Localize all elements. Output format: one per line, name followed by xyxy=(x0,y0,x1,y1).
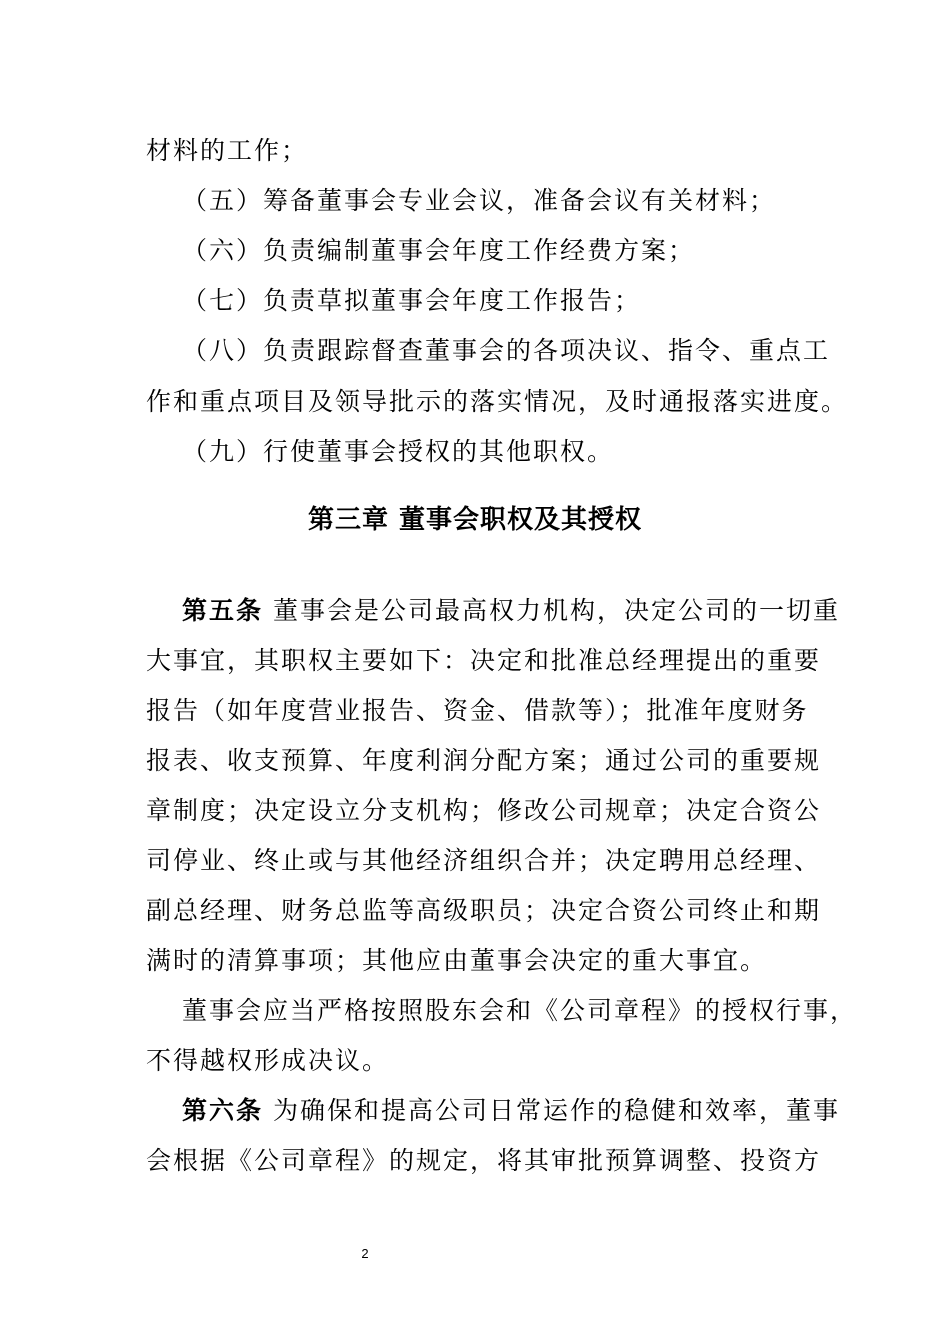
article-5-line: 满时的清算事项；其他应由董事会决定的重大事宜。 xyxy=(146,946,768,975)
article-5-line: 司停业、终止或与其他经济组织合并；决定聘用总经理、 xyxy=(146,846,822,875)
list-item-6: （六）负责编制董事会年度工作经费方案； xyxy=(182,236,696,265)
article-5-first-line xyxy=(182,594,862,628)
article-6-label: 第六条 xyxy=(182,1096,264,1125)
article-5-line: 大事宜，其职权主要如下：决定和批准总经理提出的重要 xyxy=(146,646,822,675)
article-5-line: 报表、收支预算、年度利润分配方案；通过公司的重要规 xyxy=(146,746,822,775)
board-paragraph-line: 董事会应当严格按照股东会和《公司章程》的授权行事， xyxy=(182,996,858,1025)
list-item-7: （七）负责草拟董事会年度工作报告； xyxy=(182,286,642,315)
article-6-line: 会根据《公司章程》的规定，将其审批预算调整、投资方 xyxy=(146,1146,822,1175)
article-5-line: 章制度；决定设立分支机构；修改公司规章；决定合资公 xyxy=(146,796,822,825)
article-5-label: 第五条 xyxy=(182,596,264,625)
list-item-9: （九）行使董事会授权的其他职权。 xyxy=(182,437,615,466)
article-6-first-line xyxy=(182,1094,862,1128)
text-line: 材料的工作； xyxy=(146,136,309,165)
list-item-8: （八）负责跟踪督查董事会的各项决议、指令、重点工 xyxy=(182,336,831,365)
board-paragraph-line: 不得越权形成决议。 xyxy=(146,1046,390,1075)
list-item-5: （五）筹备董事会专业会议，准备会议有关材料； xyxy=(182,186,777,215)
article-5-text: 董事会是公司最高权力机构，决定公司的一切重 xyxy=(263,596,840,625)
page-number: 2 xyxy=(361,1246,369,1261)
list-item-8-continued: 作和重点项目及领导批示的落实情况，及时通报落实进度。 xyxy=(146,387,849,416)
article-6-text: 为确保和提高公司日常运作的稳健和效率，董事 xyxy=(263,1096,840,1125)
chapter-title: 第三章 董事会职权及其授权 xyxy=(307,505,643,535)
article-5-line: 报告（如年度营业报告、资金、借款等）；批准年度财务 xyxy=(146,696,809,725)
article-5-line: 副总经理、财务总监等高级职员；决定合资公司终止和期 xyxy=(146,896,822,925)
